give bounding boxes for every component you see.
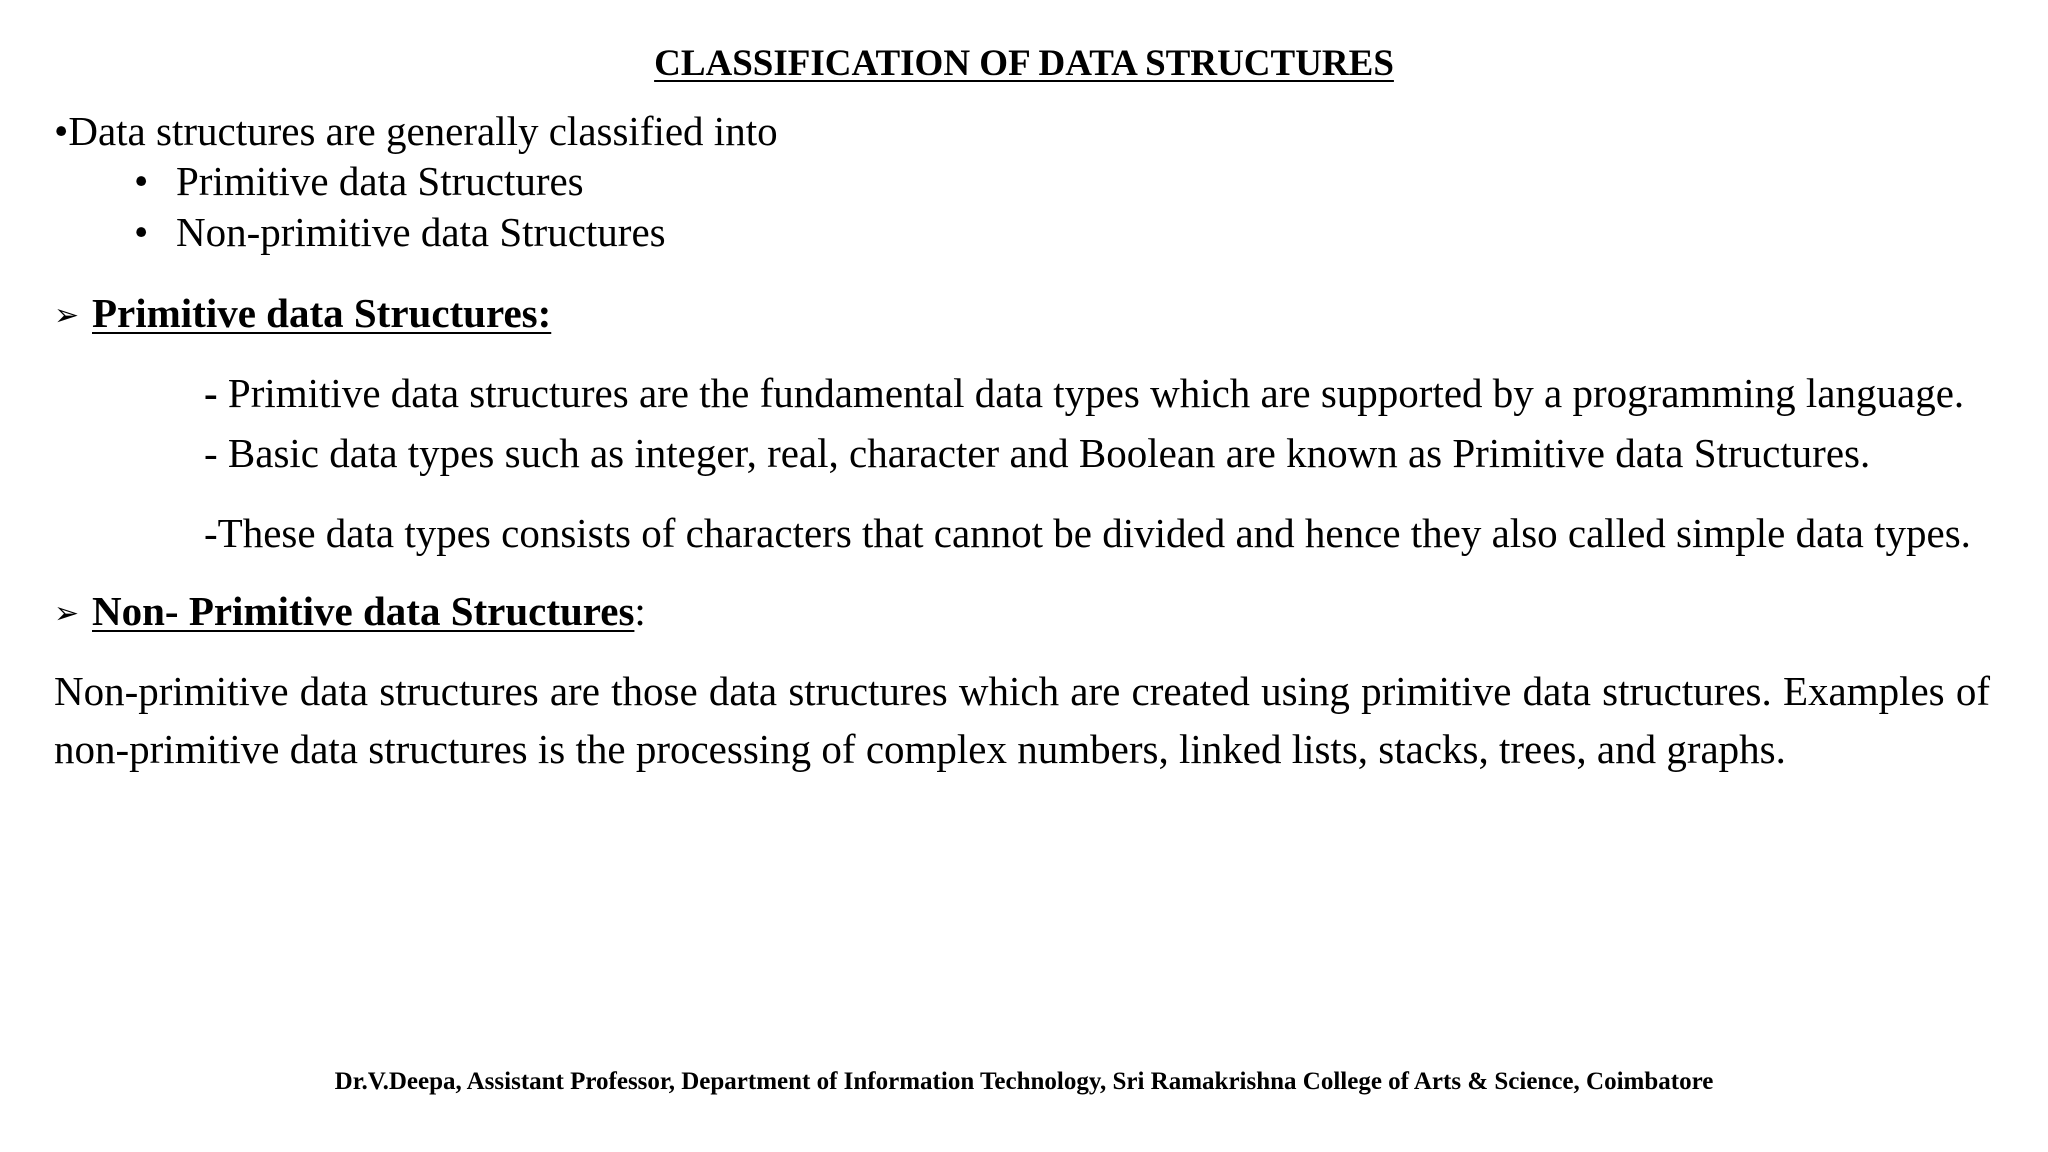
classification-list: [134, 156, 666, 258]
list-item-label: Primitive data Structures: [176, 158, 584, 204]
footer-credit: Dr.V.Deepa, Assistant Professor, Department of Information Technology, Sri Ramakrishna College of Arts & Science, Coimbatore: [334, 1068, 1714, 1095]
point-dash: -: [204, 430, 228, 476]
primitive-point-1: [204, 368, 1964, 418]
point-text: These data types consists of characters that cannot be divided and hence they also called simple data types.: [217, 510, 1971, 556]
point-text: Primitive data structures are the fundamental data types which are supported by a programming language.: [227, 370, 1965, 416]
list-item-label: Non-primitive data Structures: [176, 209, 666, 255]
heading-colon: :: [634, 588, 646, 634]
intro-text: Data structures are generally classified into: [68, 108, 778, 154]
arrow-bullet-icon: ➢: [54, 597, 80, 630]
list-bullet: •: [134, 158, 149, 204]
arrow-bullet-icon: ➢: [54, 299, 80, 332]
intro-line: [54, 106, 778, 156]
point-dash: -: [204, 510, 218, 556]
point-text: Basic data types such as integer, real, character and Boolean are known as Primitive data Structures.: [227, 430, 1871, 476]
intro-bullet: •: [54, 108, 69, 154]
primitive-heading-text: Primitive data Structures:: [92, 290, 552, 336]
point-dash: -: [204, 370, 228, 416]
non-primitive-paragraph: Non-primitive data structures are those data structures which are created using primitive data structures. Examples of non-primitive data structures is the processing of complex numbers, linked lists, stacks, trees, and graphs.: [54, 668, 1990, 772]
list-item-non-primitive: [134, 207, 666, 258]
slide-title: CLASSIFICATION OF DATA STRUCTURES: [654, 43, 1394, 84]
list-item-primitive: [134, 156, 666, 207]
list-bullet: •: [134, 209, 149, 255]
non-primitive-heading-text: Non- Primitive data Structures: [92, 588, 635, 634]
primitive-heading: [54, 288, 551, 341]
non-primitive-heading: [54, 586, 646, 639]
primitive-point-3: [204, 508, 1971, 558]
primitive-point-2: [204, 428, 1870, 478]
